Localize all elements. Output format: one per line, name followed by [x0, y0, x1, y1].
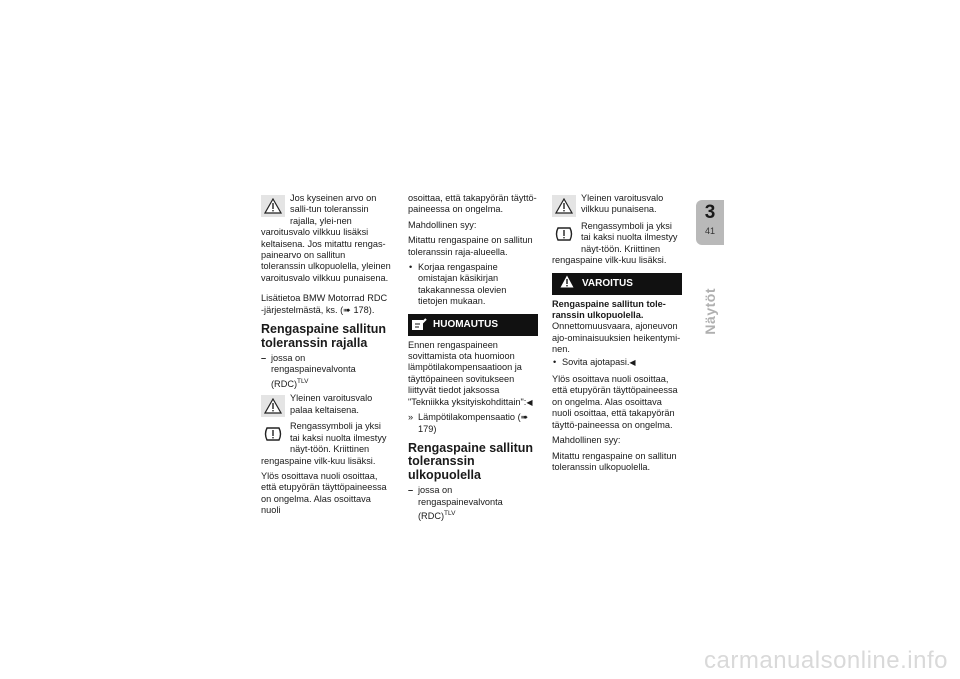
section-heading: Rengaspaine sallitun toleranssin ulkopuolella: [408, 440, 534, 482]
text: Yleinen varoitusvalo vilkkuu punaisena.: [581, 193, 664, 215]
bullet-item: • Korjaa rengaspaine omistajan käsikirjan takakannessa olevien tietojen mukaan.: [408, 262, 538, 308]
note-icon: [411, 318, 427, 332]
bullet-item: [552, 357, 682, 368]
superscript: TLV: [297, 377, 309, 385]
warning-triangle-icon: [261, 195, 285, 217]
tire-pressure-icon: [261, 423, 285, 445]
paragraph: Mitattu rengaspaine on sallitun toleranssin ulkopuolella.: [552, 450, 677, 472]
reference-item: » Lämpötilakompensaatio (➠ 179): [408, 412, 538, 435]
section-label: Näytöt: [702, 288, 718, 335]
text: Rengassymboli ja yksi tai kaksi nuolta ilmestyy näyt-töön. Kriittinen rengaspaine vilk-kuu lisäksi.: [552, 221, 678, 266]
paragraph: Mahdollinen syy:: [408, 219, 477, 230]
warning-text: Onnettomuusvaara, ajoneuvon ajo-ominaisuuksien heikentymi-nen.: [552, 321, 681, 355]
tire-pressure-icon: [552, 223, 576, 245]
warning-triangle-icon: [261, 395, 285, 417]
paragraph: [261, 193, 391, 284]
chapter-number: 3: [704, 202, 716, 223]
paragraph: Mitattu rengaspaine on sallitun toleranssin raja-alueella.: [408, 235, 533, 257]
column-3: [552, 193, 682, 477]
text: Ennen rengaspaineen sovittamista ota huomioon lämpötilakompensaatioon ja täyttöpaineen sovitukseen liittyvät tiedot jaksossa "Tekniikka yksityiskohdittain":: [408, 339, 527, 407]
paragraph: Ylös osoittava nuoli osoittaa, että etupyörän täyttöpaineessa on ongelma. Alas osoittava nuoli osoittaa, että takapyörän täyttö-paineessa on ongelma.: [552, 374, 678, 430]
end-mark-icon: ◀: [629, 357, 636, 367]
paragraph: Mahdollinen syy:: [552, 435, 621, 446]
warning-header: [552, 273, 682, 295]
end-mark-icon: ◀: [526, 397, 533, 407]
text: jossa on rengaspainevalvonta (RDC): [271, 353, 356, 389]
paragraph: [261, 421, 391, 467]
paragraph: [552, 193, 682, 217]
warning-subject: Rengaspaine sallitun tole-ranssin ulkopuolella.: [552, 298, 666, 321]
paragraph: osoittaa, että takapyörän täyttö-paineessa on ongelma.: [408, 193, 537, 215]
superscript: TLV: [444, 510, 456, 518]
text: Sovita ajotapasi.: [562, 356, 630, 367]
paragraph: Lisätietoa BMW Motorrad RDC -järjestelmästä, ks. (➠ 178).: [261, 293, 388, 315]
text: Yleinen varoitusvalo palaa keltaisena.: [290, 393, 373, 415]
note-header: [408, 314, 538, 336]
paragraph: Ylös osoittava nuoli osoittaa, että etupyörän täyttöpaineessa on ongelma. Alas osoittava nuoli: [261, 470, 387, 516]
text: Jos kyseinen arvo on salli-tun toleranssin rajalla, ylei-nen varoitusvalo vilkkuu lisäksi keltaisena. Jos mitattu rengas-painearvo on sallitun toleranssin ulkopuolella, yleinen varoitusvalo vilkkuu punaisena.: [261, 193, 391, 283]
column-1: [261, 193, 391, 521]
note-text: [408, 340, 538, 408]
condition-item: [408, 485, 538, 522]
text: jossa on rengaspainevalvonta (RDC): [418, 485, 503, 522]
paragraph: [552, 221, 682, 267]
page-number: 41: [704, 226, 715, 236]
note-title: HUOMAUTUS: [433, 318, 498, 330]
watermark: carmanualsonline.info: [704, 647, 948, 674]
column-2: [408, 193, 538, 526]
warning-title: VAROITUS: [582, 277, 633, 289]
text: Rengassymboli ja yksi tai kaksi nuolta ilmestyy näyt-töön. Kriittinen rengaspaine vilk-kuu lisäksi.: [261, 421, 387, 466]
warning-triangle-icon: [560, 275, 574, 291]
section-heading: Rengaspaine sallitun toleranssin rajalla: [261, 322, 387, 350]
paragraph: [261, 393, 391, 417]
warning-triangle-icon: [552, 195, 576, 217]
condition-item: [261, 353, 391, 390]
